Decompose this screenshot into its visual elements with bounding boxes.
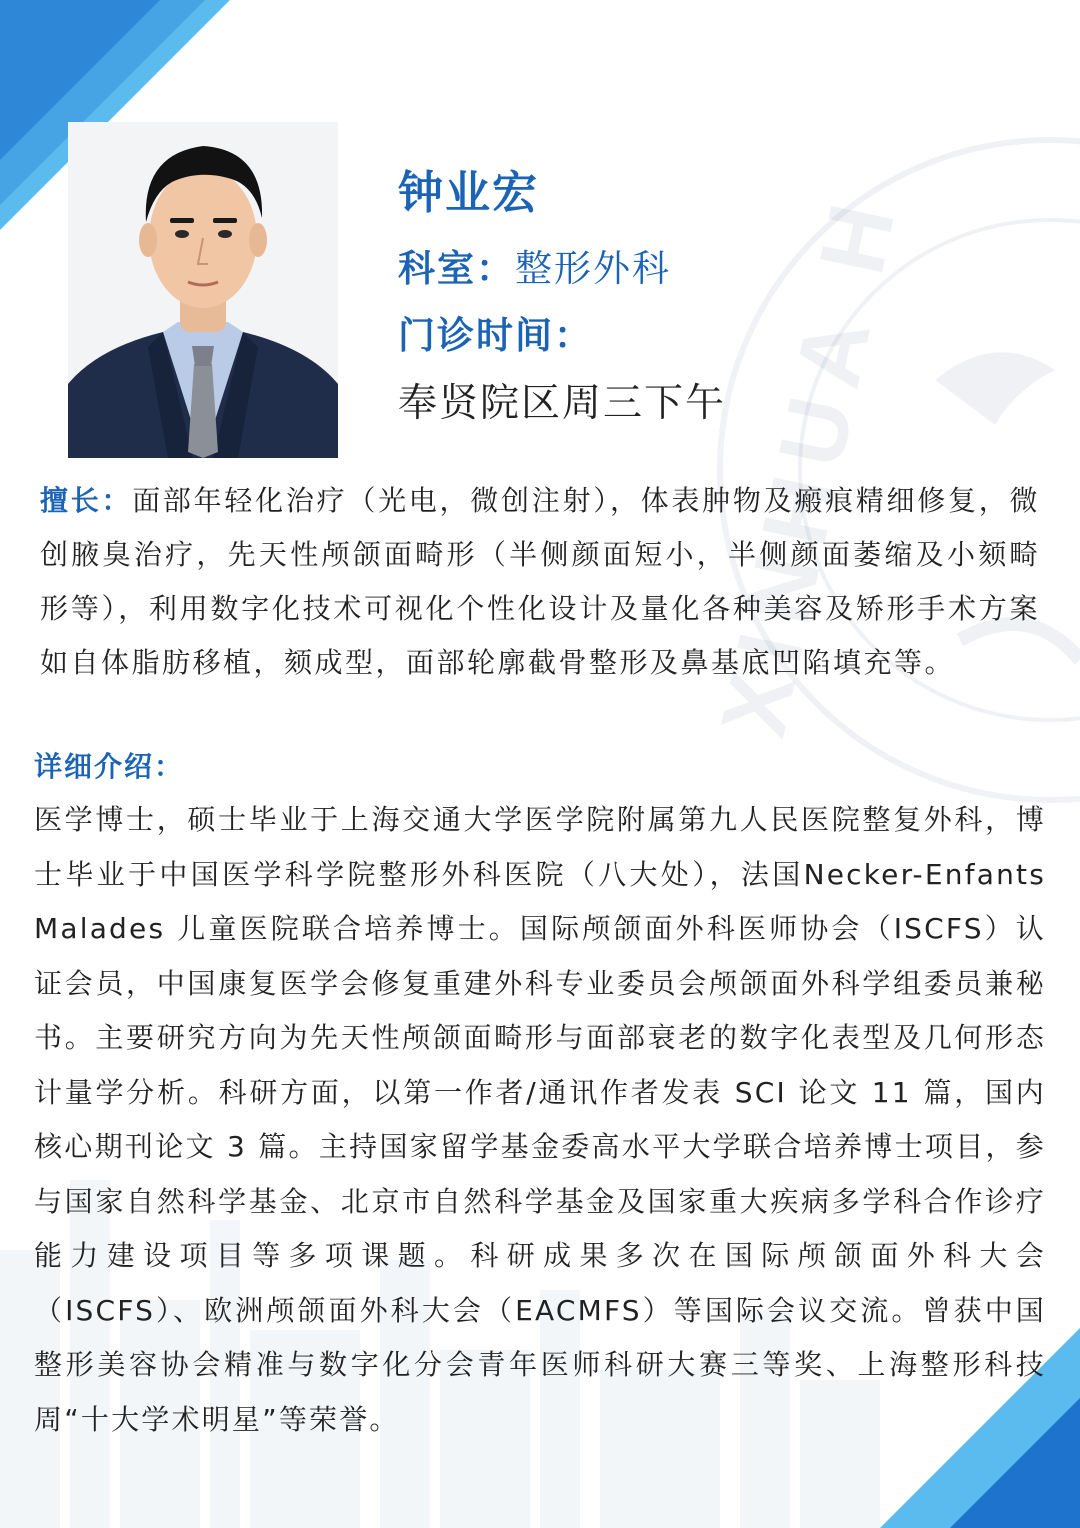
- clinic-hours-value: 奉贤院区周三下午: [398, 381, 727, 426]
- specialty-label: 擅长：: [40, 484, 133, 517]
- doctor-photo: [68, 122, 338, 458]
- clinic-hours-label: 门诊时间：: [398, 314, 593, 357]
- department-value: 整形外科: [515, 247, 671, 290]
- department-row: [398, 238, 671, 292]
- doctor-name: 钟业宏: [398, 166, 540, 219]
- watermark-text: XINHUA H: [702, 182, 918, 745]
- specialty-text: 面部年轻化治疗（光电，微创注射），体表肿物及瘢痕精细修复，微创腋臭治疗，先天性颅颌面畸形（半侧颜面短小，半侧颜面萎缩及小颏畸形等），利用数字化技术可视化个性化设计及量化各种美容及矫形手术方案如自体脂肪移植，颏成型，面部轮廓截骨整形及鼻基底凹陷填充等。: [40, 484, 1040, 679]
- introduction-text: 医学博士，硕士毕业于上海交通大学医学院附属第九人民医院整复外科，博士毕业于中国医学科学院整形外科医院（八大处），法国Necker-Enfants Malades 儿童医院联合培养博士。国际颅颌面外科医师协会（ISCFS）认证会员，中国康复医学会修复重建外科专业委员会颅颌面外科学组委员兼秘书。主要研究方向为先天性颅颌面畸形与面部衰老的数字化表型及几何形态计量学分析。科研方面，以第一作者/通讯作者发表 SCI 论文 11 篇，国内核心期刊论文 3 篇。主持国家留学基金委高水平大学联合培养博士项目，参与国家自然科学基金、北京市自然科学基金及国家重大疾病多学科合作诊疗能力建设项目等多项课题。科研成果多次在国际颅颌面外科大会（ISCFS）、欧洲颅颌面外科大会（EACMFS）等国际会议交流。曾获中国整形美容协会精准与数字化分会青年医师科研大赛三等奖、上海整形科技周“十大学术明星”等荣誉。: [34, 803, 1046, 1436]
- specialty-section: [40, 474, 1040, 690]
- introduction-label: 详细介绍：: [34, 750, 185, 783]
- portrait-illustration: [68, 122, 338, 458]
- department-label: 科室：: [398, 247, 515, 290]
